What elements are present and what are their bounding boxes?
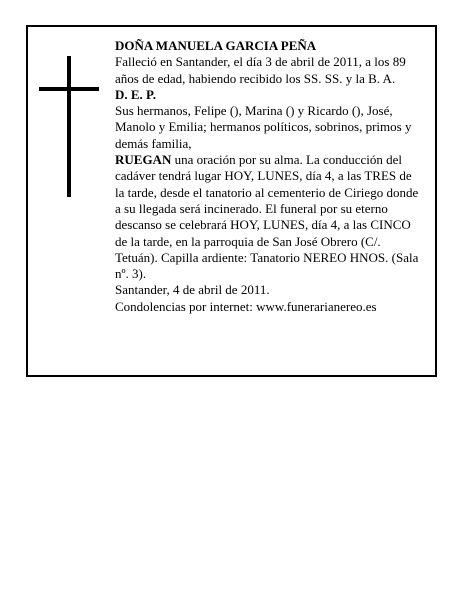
rip-line: D. E. P.	[115, 86, 157, 102]
family-list: Sus hermanos, Felipe (), Marina () y Ricardo (), José, Manolo y Emilia; hermanos políticos, sobrinos, primos y demás familia,	[115, 103, 412, 151]
place-date: Santander, 4 de abril de 2011.	[115, 282, 270, 298]
latin-cross-icon	[39, 56, 99, 197]
cross-vertical-bar	[67, 56, 71, 197]
notice-body	[115, 38, 423, 315]
death-statement: Falleció en Santander, el día 3 de abril de 2011, a los 89 años de edad, habiendo recibido los SS. SS. y la B. A.	[115, 54, 406, 86]
cross-horizontal-bar	[39, 87, 99, 91]
request-body: una oración por su alma. La conducción del cadáver tendrá lugar HOY, LUNES, día 4, a las TRES de la tarde, desde el tanatorio al cementerio de Ciriego donde a su llegada será incinerado. El funeral por su eterno descanso se celebrará HOY, LUNES, día 4, a las CINCO de la tarde, en la parroquia de San José Obrero (C/. Tetuán). Capilla ardiente: Tanatorio NEREO HNOS. (Sala nº. 3).	[115, 152, 419, 282]
deceased-name: DOÑA MANUELA GARCIA PEÑA	[115, 38, 317, 53]
request-paragraph	[115, 152, 423, 282]
condolences-line: Condolencias por internet: www.funerarianereo.es	[115, 298, 377, 314]
request-lead: RUEGAN	[115, 152, 172, 168]
obituary-notice	[26, 25, 437, 377]
